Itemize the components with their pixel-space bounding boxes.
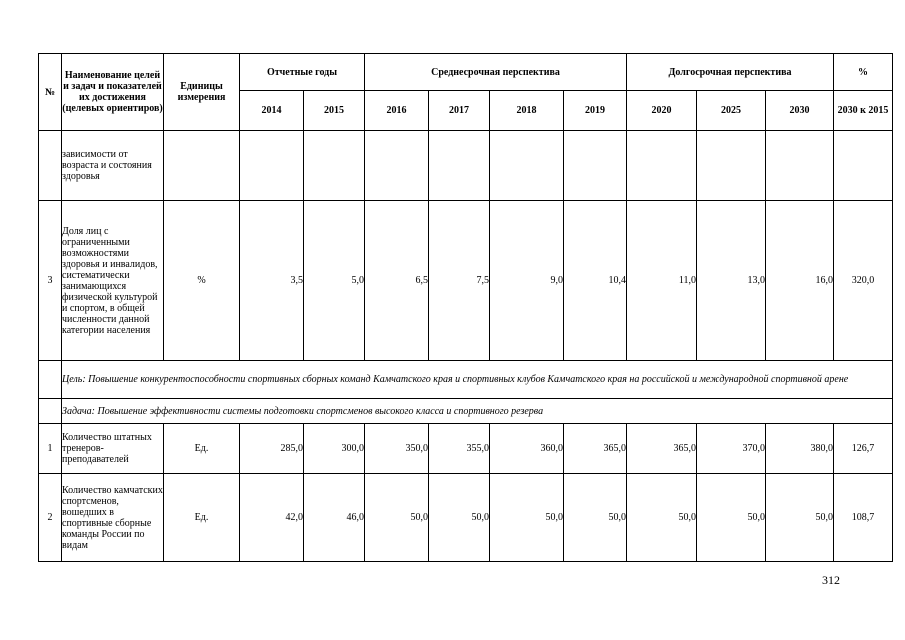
value-2020: 50,0 bbox=[627, 474, 697, 562]
value-2017: 355,0 bbox=[429, 424, 490, 474]
row-name: Количество штатных тренеров-преподавателей bbox=[62, 424, 164, 474]
task-row bbox=[39, 399, 893, 424]
row-unit: Ед. bbox=[164, 424, 240, 474]
header-percent-2030-to-2015: 2030 к 2015 bbox=[834, 91, 893, 131]
table-row bbox=[39, 201, 893, 361]
row-number: 3 bbox=[39, 201, 62, 361]
value-2018: 50,0 bbox=[490, 474, 564, 562]
header-number: № bbox=[39, 54, 62, 131]
value-2014: 42,0 bbox=[240, 474, 304, 562]
header-unit: Единицы измерения bbox=[164, 54, 240, 131]
value-2016: 350,0 bbox=[365, 424, 429, 474]
page-number: 312 bbox=[822, 573, 840, 587]
value-percent: 126,7 bbox=[834, 424, 893, 474]
row-number: 2 bbox=[39, 474, 62, 562]
value-2016: 6,5 bbox=[365, 201, 429, 361]
header-name: Наименование целей и задач и показателей их достижения (целевых ориентиров) bbox=[62, 54, 164, 131]
header-year-2025: 2025 bbox=[697, 91, 766, 131]
value-percent: 108,7 bbox=[834, 474, 893, 562]
goal-row bbox=[39, 361, 893, 399]
header-year-2018: 2018 bbox=[490, 91, 564, 131]
header-year-2019: 2019 bbox=[564, 91, 627, 131]
value-2025: 370,0 bbox=[697, 424, 766, 474]
indicators-table bbox=[38, 53, 893, 562]
value-2030: 380,0 bbox=[766, 424, 834, 474]
table-row bbox=[39, 131, 893, 201]
value-2019: 365,0 bbox=[564, 424, 627, 474]
value-2014: 3,5 bbox=[240, 201, 304, 361]
value-2014: 285,0 bbox=[240, 424, 304, 474]
header-medium-term: Среднесрочная перспектива bbox=[365, 54, 627, 91]
header-year-2015: 2015 bbox=[304, 91, 365, 131]
value-2019: 10,4 bbox=[564, 201, 627, 361]
value-2019: 50,0 bbox=[564, 474, 627, 562]
goal-text: Цель: Повышение конкурентоспособности спортивных сборных команд Камчатского края и спортивных клубов Камчатского края на российской и международной спортивной арене bbox=[62, 361, 893, 399]
row-name: Количество камчатских спортсменов, вошедших в спортивные сборные команды России по видам bbox=[62, 474, 164, 562]
value-2030: 50,0 bbox=[766, 474, 834, 562]
value-2030: 16,0 bbox=[766, 201, 834, 361]
value-2025: 50,0 bbox=[697, 474, 766, 562]
task-text: Задача: Повышение эффективности системы подготовки спортсменов высокого класса и спортивного резерва bbox=[62, 399, 893, 424]
header-year-2014: 2014 bbox=[240, 91, 304, 131]
row-continuation-name: зависимости от возраста и состояния здоровья bbox=[62, 131, 164, 201]
row-unit: Ед. bbox=[164, 474, 240, 562]
header-year-2030: 2030 bbox=[766, 91, 834, 131]
value-2015: 300,0 bbox=[304, 424, 365, 474]
table-row bbox=[39, 474, 893, 562]
table-row bbox=[39, 424, 893, 474]
value-2020: 11,0 bbox=[627, 201, 697, 361]
value-2018: 9,0 bbox=[490, 201, 564, 361]
value-2017: 50,0 bbox=[429, 474, 490, 562]
row-unit: % bbox=[164, 201, 240, 361]
header-year-2020: 2020 bbox=[627, 91, 697, 131]
value-2015: 46,0 bbox=[304, 474, 365, 562]
value-2016: 50,0 bbox=[365, 474, 429, 562]
header-reported-years: Отчетные годы bbox=[240, 54, 365, 91]
header-percent: % bbox=[834, 54, 893, 91]
row-number: 1 bbox=[39, 424, 62, 474]
value-2017: 7,5 bbox=[429, 201, 490, 361]
value-2025: 13,0 bbox=[697, 201, 766, 361]
value-2020: 365,0 bbox=[627, 424, 697, 474]
header-year-2016: 2016 bbox=[365, 91, 429, 131]
value-2015: 5,0 bbox=[304, 201, 365, 361]
value-2018: 360,0 bbox=[490, 424, 564, 474]
row-name: Доля лиц с ограниченными возможностями здоровья и инвалидов, систематически занимающихся физической культурой и спортом, в общей численности данной категории населения bbox=[62, 201, 164, 361]
header-year-2017: 2017 bbox=[429, 91, 490, 131]
value-percent: 320,0 bbox=[834, 201, 893, 361]
header-long-term: Долгосрочная перспектива bbox=[627, 54, 834, 91]
